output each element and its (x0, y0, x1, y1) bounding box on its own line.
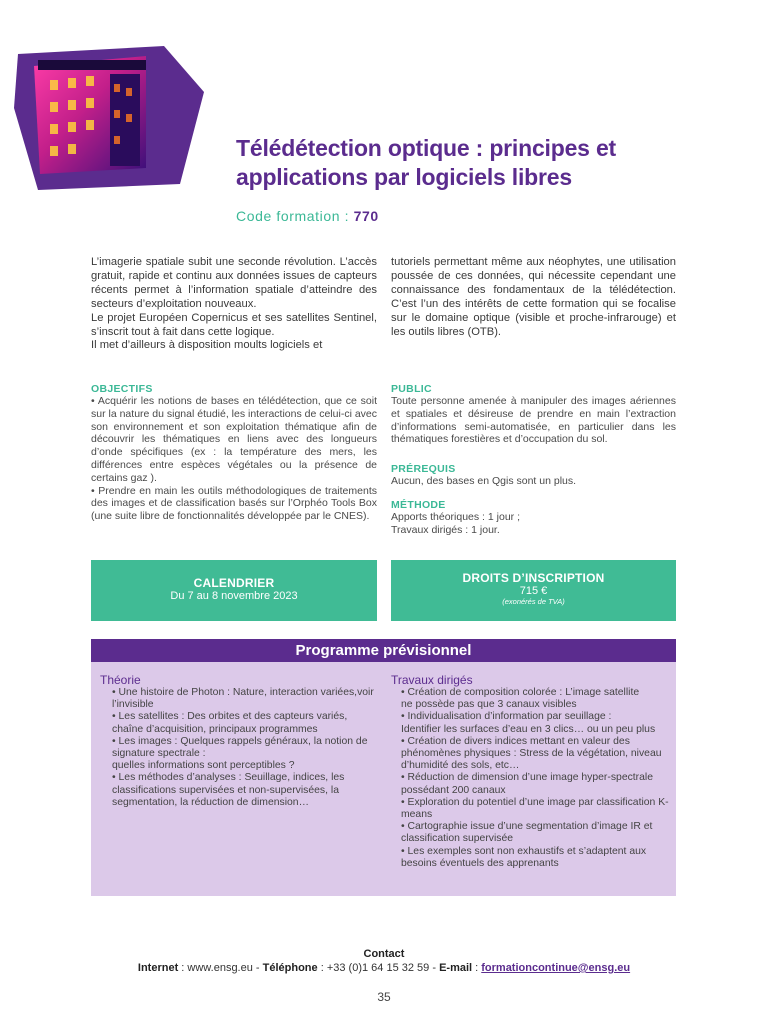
intro-paragraph: tutoriels permettant même aux néophytes, une utilisation poussée de ces données, qui nécessite cependant une connaissance des fondamentaux de la télédétection. C’est l’un des intérêts de cette formation qui se focalise sur le domaine optique (visible et proche-infrarouge) et les outils libres (OTB). (391, 256, 676, 338)
internet-label: Internet (137, 962, 179, 974)
objectifs-heading: OBJECTIFS (91, 383, 153, 395)
programme-title: Programme prévisionnel (91, 639, 676, 662)
intro-paragraph: Le projet Européen Copernicus et ses satellites Sentinel, s’inscrit tout à fait dans cette logique. (91, 311, 377, 338)
page-number: 35 (377, 990, 391, 1004)
fees-note: (exonérés de TVA) (502, 597, 565, 606)
prerequis-section (391, 463, 676, 488)
list-item: • Individualisation d’information par seuillage : (401, 711, 612, 723)
intro-paragraph: L’imagerie spatiale subit une seconde révolution. L’accès gratuit, rapide et continu aux données issues de capteurs récents permet à l’information spatiale d’atteindre des secteurs d’exploitation nouveaux. (91, 256, 377, 310)
contact-heading: Contact (363, 948, 405, 960)
phone-number: +33 (0)1 64 15 32 59 (326, 962, 430, 974)
list-item: • Cartographie issue d’une segmentation d’image IR et classification supervisée (401, 821, 653, 845)
objectifs-item: • Acquérir les notions de bases en télédétection, que ce soit sur la nature du signal étudié, les interactions de celui-ci avec son environnement et son exploitation thématique afin de découvrir les thématiques en liens avec des longueurs d’onde spécifiques (ex : la température des mers, les différences entre espèces végétales ou la présence de certains gaz ). (91, 395, 377, 484)
theorie-column (100, 673, 375, 809)
prerequis-heading: PRÉREQUIS (391, 463, 456, 475)
list-item: • Création de composition colorée : L’image satellite (401, 687, 640, 698)
travaux-heading: Travaux dirigés (391, 673, 473, 687)
list-item: • Les images : Quelques rappels généraux, la notion de signature spectrale : (112, 735, 368, 760)
theorie-heading: Théorie (100, 673, 141, 687)
intro-left (91, 256, 377, 353)
list-item: • Création de divers indices mettant en valeur des phénomènes physiques : Stress de la végétation, niveau d’humidité des sols, etc… (401, 735, 662, 772)
calendar-dates: Du 7 au 8 novembre 2023 (170, 590, 298, 602)
prerequis-text: Aucun, des bases en Qgis sont un plus. (391, 475, 577, 487)
course-code-value: 770 (353, 208, 379, 224)
list-item: • Réduction de dimension d’une image hyper-spectrale possédant 200 canaux (401, 772, 654, 796)
list-item: ne possède pas que 3 canaux visibles (401, 699, 577, 711)
public-section (391, 383, 676, 446)
list-item: • Les méthodes d’analyses : Seuillage, indices, les classifications supervisées et non-supervisées, la segmentation, la réduction de dimension… (112, 772, 345, 808)
intro-paragraph: Il met d’ailleurs à disposition moults logiciels et (91, 339, 323, 352)
fees-amount: 715 € (519, 585, 548, 597)
intro-right (391, 256, 676, 339)
methode-section (391, 499, 676, 537)
email-link[interactable]: formationcontinue@ensg.eu (481, 962, 631, 974)
course-code-label: Code formation : (236, 208, 354, 224)
fees-box (391, 560, 676, 621)
list-item: • Les exemples sont non exhaustifs et s’adaptent aux besoins éventuels des apprenants (401, 845, 647, 869)
travaux-column (391, 673, 669, 870)
list-item: • Les satellites : Des orbites et des capteurs variés, chaîne d’acquisition, principaux programmes (112, 711, 348, 735)
public-heading: PUBLIC (391, 383, 432, 395)
email-label: E-mail (439, 962, 473, 974)
contact-footer: Contact Internet : www.ensg.eu - Téléphone : +33 (0)1 64 15 32 59 - E-mail : formationcontinue@ensg.eu (137, 948, 631, 974)
phone-label: Téléphone (262, 962, 318, 974)
methode-heading: MÉTHODE (391, 499, 446, 511)
calendar-box (91, 560, 377, 621)
list-item: Identifier les surfaces d’eau en 3 clics… ou un peu plus (401, 723, 656, 735)
course-code (236, 208, 379, 224)
page-title: Télédétection optique : principes et applications par logiciels libres (236, 135, 617, 190)
list-item: quelles informations sont perceptibles ? (112, 760, 295, 772)
objectifs-item: • Prendre en main les outils méthodologiques de traitements des images et de classification basés sur l’Orphéo Tools Box (une suite libre de fonctionnalités développée par le CNES). (91, 484, 377, 523)
methode-line: Apports théoriques : 1 jour ; (391, 511, 520, 523)
list-item: • Une histoire de Photon : Nature, interaction variées,voir l’invisible (112, 687, 374, 711)
internet-link[interactable]: www.ensg.eu (187, 962, 253, 974)
calendar-heading: CALENDRIER (193, 576, 275, 590)
methode-line: Travaux dirigés : 1 jour. (391, 523, 500, 536)
fees-heading: DROITS D’INSCRIPTION (462, 571, 605, 585)
thermal-building-image (14, 44, 210, 192)
public-text: Toute personne amenée à manipuler des images aériennes et spatiales et désireuse de prendre en main l’extraction d’informations semi-automatisée, en particulier dans les thématiques forestières et d’occupation du sol. (391, 395, 676, 446)
list-item: • Exploration du potentiel d’une image par classification K-means (401, 796, 669, 821)
objectifs-section (91, 383, 377, 523)
